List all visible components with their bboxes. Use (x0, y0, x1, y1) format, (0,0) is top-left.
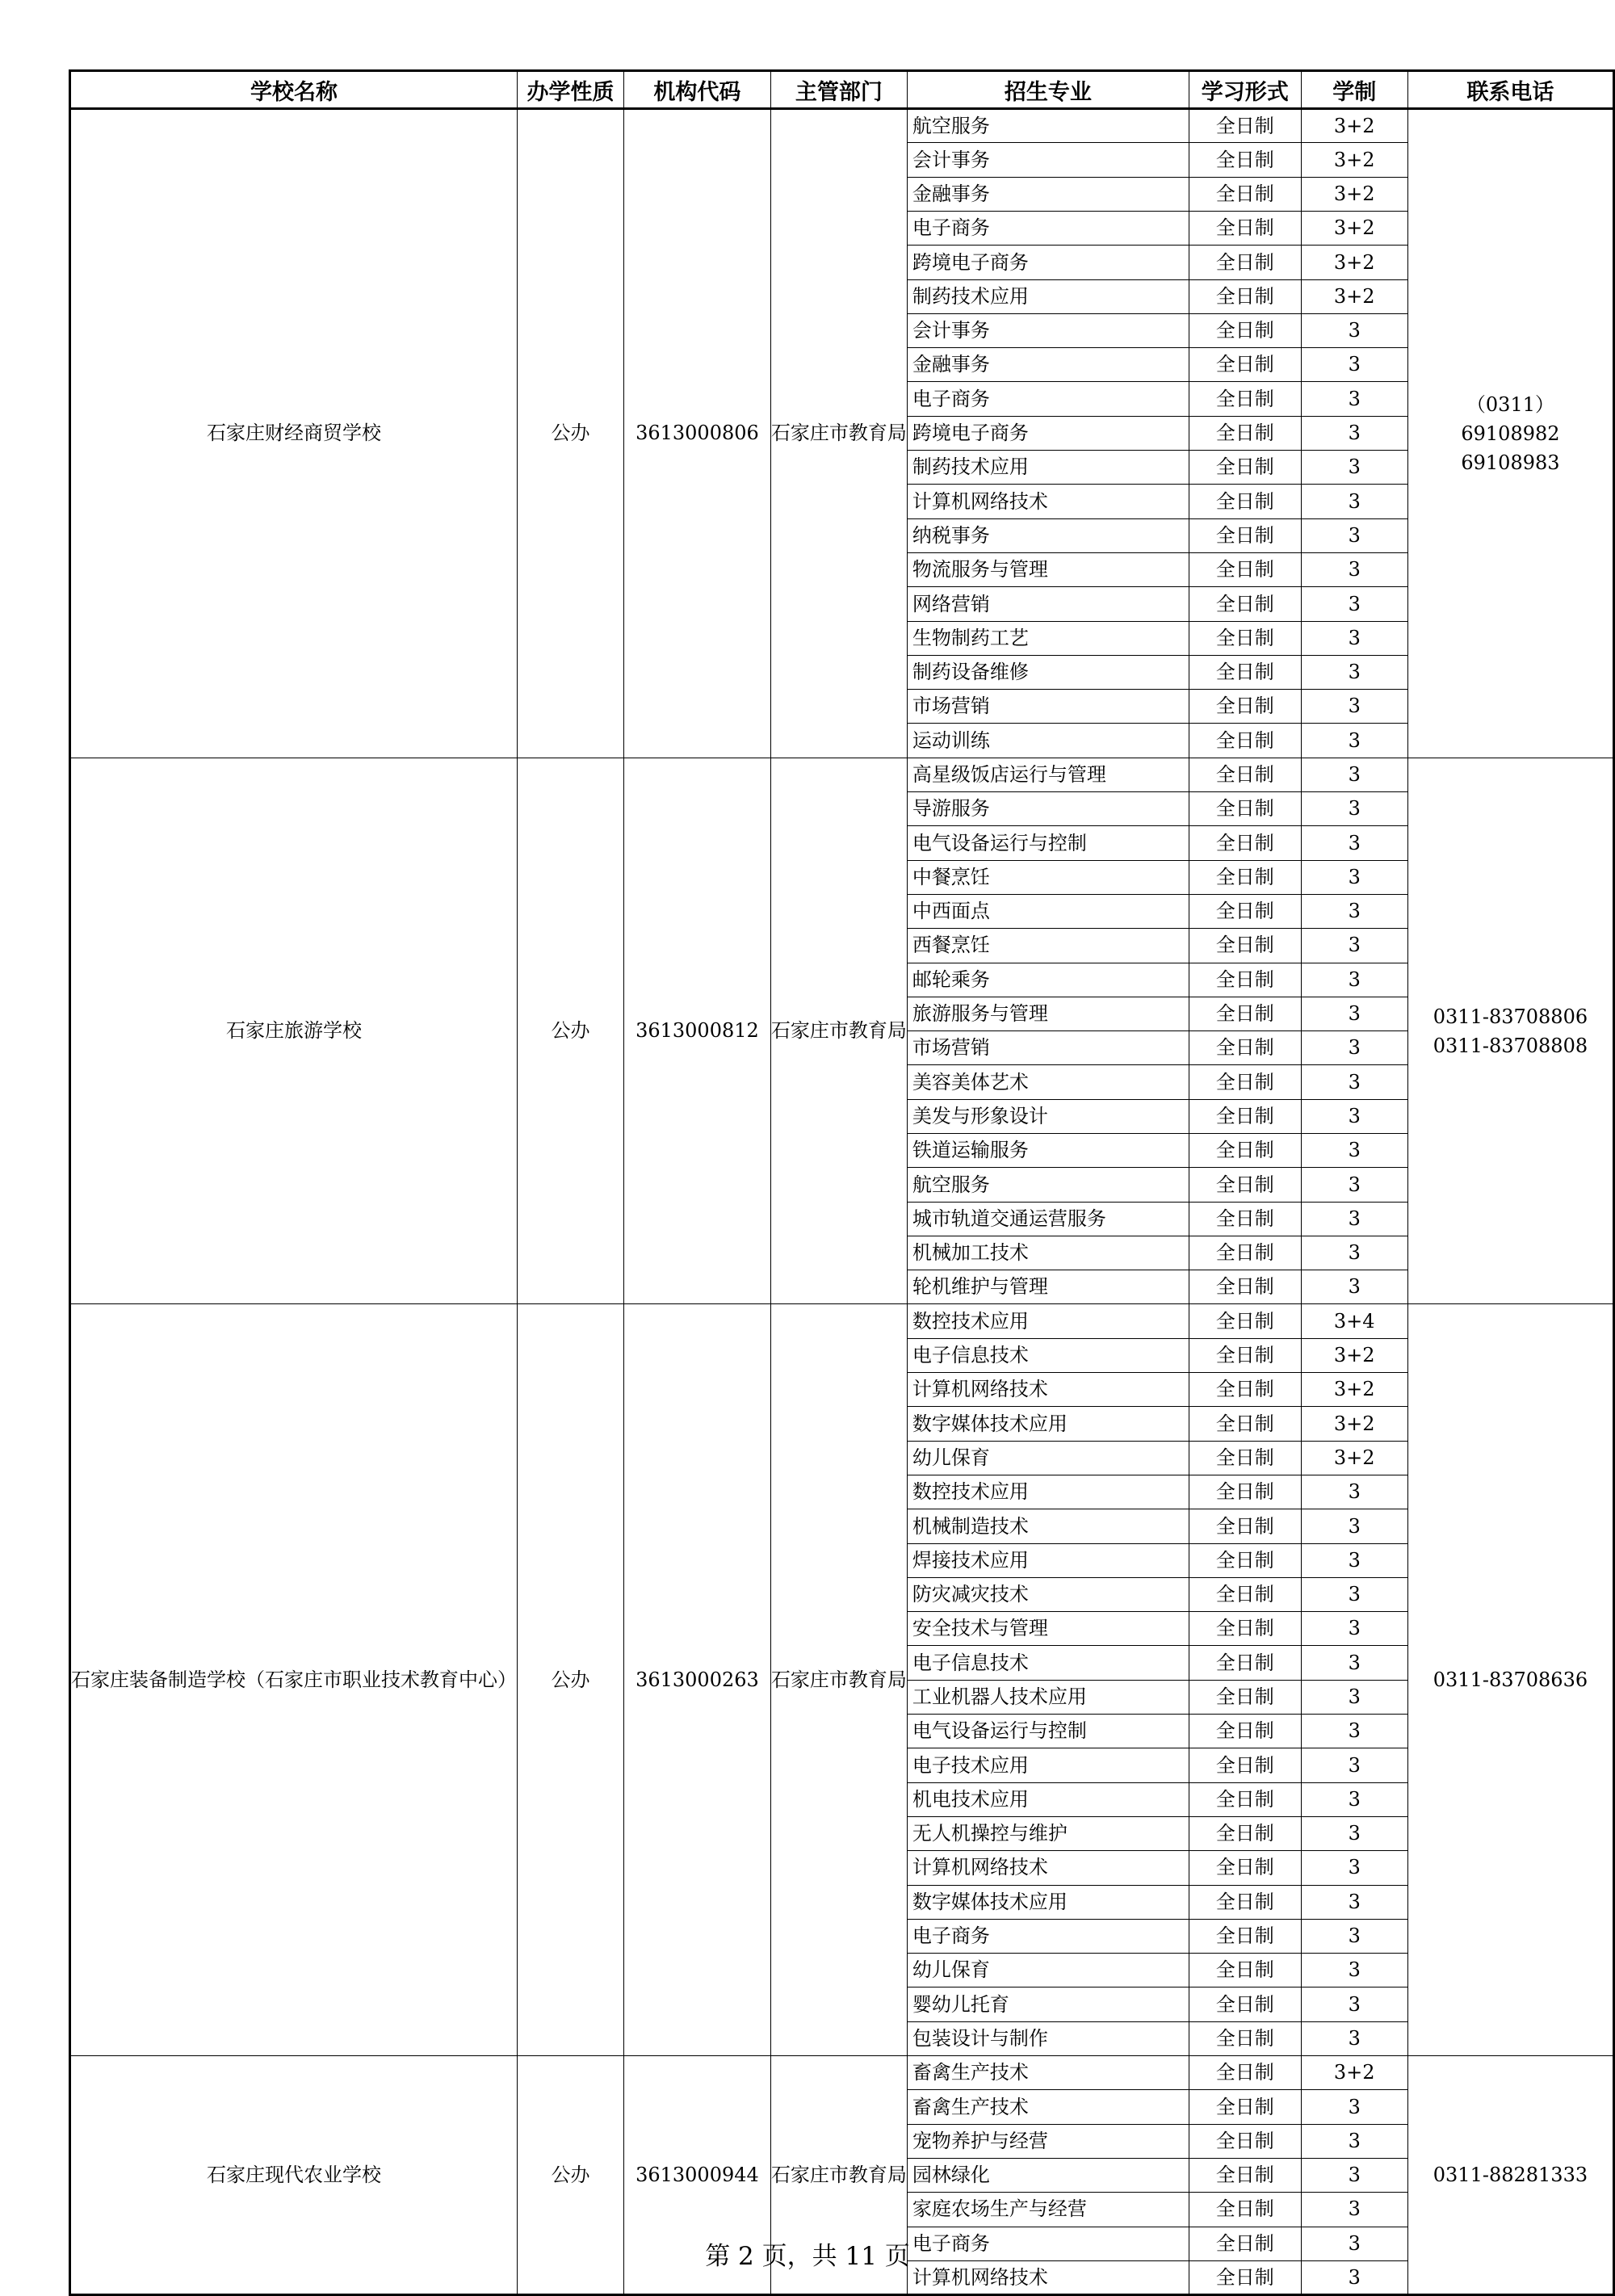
major-name: 制药技术应用 (907, 279, 1189, 313)
study-mode: 全日制 (1189, 382, 1301, 416)
major-name: 电气设备运行与控制 (907, 1715, 1189, 1748)
study-mode: 全日制 (1189, 758, 1301, 791)
study-mode: 全日制 (1189, 1816, 1301, 1850)
institution-code: 3613000263 (623, 1304, 770, 2056)
major-name: 机械加工技术 (907, 1236, 1189, 1270)
major-name: 纳税事务 (907, 518, 1189, 552)
major-name: 西餐烹饪 (907, 929, 1189, 963)
study-mode: 全日制 (1189, 1577, 1301, 1611)
study-duration: 3 (1301, 1270, 1407, 1304)
study-mode: 全日制 (1189, 1475, 1301, 1509)
major-name: 物流服务与管理 (907, 552, 1189, 586)
study-duration: 3+2 (1301, 109, 1407, 143)
study-duration: 3 (1301, 963, 1407, 997)
major-name: 城市轨道交通运营服务 (907, 1202, 1189, 1236)
school-name: 石家庄财经商贸学校 (70, 109, 518, 758)
study-mode: 全日制 (1189, 313, 1301, 347)
study-duration: 3 (1301, 382, 1407, 416)
major-name: 航空服务 (907, 109, 1189, 143)
study-duration: 3 (1301, 690, 1407, 724)
major-name: 中西面点 (907, 894, 1189, 928)
study-duration: 3 (1301, 792, 1407, 826)
table-row (70, 109, 1614, 143)
study-mode: 全日制 (1189, 246, 1301, 279)
major-name: 网络营销 (907, 587, 1189, 621)
study-duration: 3 (1301, 1168, 1407, 1202)
school-nature: 公办 (518, 109, 624, 758)
table-body (70, 109, 1614, 2295)
study-duration: 3+2 (1301, 211, 1407, 245)
study-duration: 3 (1301, 1816, 1407, 1850)
major-name: 数字媒体技术应用 (907, 1407, 1189, 1441)
phone-line: （0311） (1466, 392, 1554, 416)
study-duration: 3 (1301, 552, 1407, 586)
school-name: 石家庄现代农业学校 (70, 2056, 518, 2295)
study-mode: 全日制 (1189, 2158, 1301, 2192)
study-duration: 3 (1301, 1680, 1407, 1714)
header-dept: 主管部门 (770, 71, 907, 109)
study-mode: 全日制 (1189, 1954, 1301, 1987)
study-duration: 3+2 (1301, 246, 1407, 279)
major-name: 电子技术应用 (907, 1748, 1189, 1782)
study-mode: 全日制 (1189, 1168, 1301, 1202)
study-mode: 全日制 (1189, 1782, 1301, 1816)
study-mode: 全日制 (1189, 826, 1301, 860)
study-duration: 3 (1301, 2260, 1407, 2294)
study-duration: 3 (1301, 997, 1407, 1030)
major-name: 工业机器人技术应用 (907, 1680, 1189, 1714)
school-nature: 公办 (518, 758, 624, 1304)
header-row (70, 71, 1614, 109)
study-duration: 3+4 (1301, 1304, 1407, 1338)
study-mode: 全日制 (1189, 211, 1301, 245)
study-duration: 3 (1301, 1885, 1407, 1919)
study-mode: 全日制 (1189, 655, 1301, 689)
study-duration: 3 (1301, 2124, 1407, 2158)
phone-line: 0311-83708808 (1433, 1034, 1588, 1057)
table-row (70, 758, 1614, 791)
study-mode: 全日制 (1189, 1373, 1301, 1407)
study-duration: 3 (1301, 894, 1407, 928)
major-name: 铁道运输服务 (907, 1134, 1189, 1168)
study-mode: 全日制 (1189, 1987, 1301, 2021)
contact-phone (1407, 758, 1613, 1304)
major-name: 跨境电子商务 (907, 416, 1189, 450)
study-mode: 全日制 (1189, 109, 1301, 143)
study-mode: 全日制 (1189, 518, 1301, 552)
study-duration: 3+2 (1301, 279, 1407, 313)
study-mode: 全日制 (1189, 1646, 1301, 1680)
study-duration: 3 (1301, 826, 1407, 860)
header-mode: 学习形式 (1189, 71, 1301, 109)
study-duration: 3 (1301, 2021, 1407, 2055)
header-phone: 联系电话 (1407, 71, 1613, 109)
school-nature: 公办 (518, 1304, 624, 2056)
major-name: 机电技术应用 (907, 1782, 1189, 1816)
major-name: 园林绿化 (907, 2158, 1189, 2192)
major-name: 制药技术应用 (907, 451, 1189, 485)
study-mode: 全日制 (1189, 1134, 1301, 1168)
major-name: 运动训练 (907, 724, 1189, 758)
study-duration: 3 (1301, 621, 1407, 655)
study-duration: 3 (1301, 416, 1407, 450)
study-mode: 全日制 (1189, 143, 1301, 177)
study-duration: 3 (1301, 1134, 1407, 1168)
study-duration: 3+2 (1301, 2056, 1407, 2090)
study-mode: 全日制 (1189, 2227, 1301, 2260)
header-school: 学校名称 (70, 71, 518, 109)
study-mode: 全日制 (1189, 792, 1301, 826)
study-mode: 全日制 (1189, 1441, 1301, 1475)
major-name: 中餐烹饪 (907, 860, 1189, 894)
school-name: 石家庄装备制造学校（石家庄市职业技术教育中心） (70, 1304, 518, 2056)
table-row (70, 2056, 1614, 2090)
study-mode: 全日制 (1189, 1748, 1301, 1782)
study-duration: 3 (1301, 1782, 1407, 1816)
study-duration: 3 (1301, 587, 1407, 621)
study-mode: 全日制 (1189, 177, 1301, 211)
study-duration: 3 (1301, 1065, 1407, 1099)
study-mode: 全日制 (1189, 1680, 1301, 1714)
major-name: 幼儿保育 (907, 1441, 1189, 1475)
study-mode: 全日制 (1189, 2124, 1301, 2158)
major-name: 幼儿保育 (907, 1954, 1189, 1987)
major-name: 旅游服务与管理 (907, 997, 1189, 1030)
study-duration: 3 (1301, 1715, 1407, 1748)
study-mode: 全日制 (1189, 1031, 1301, 1065)
study-mode: 全日制 (1189, 1202, 1301, 1236)
major-name: 电气设备运行与控制 (907, 826, 1189, 860)
major-name: 会计事务 (907, 143, 1189, 177)
major-name: 邮轮乘务 (907, 963, 1189, 997)
major-name: 会计事务 (907, 313, 1189, 347)
phone-line: 69108983 (1461, 451, 1560, 474)
school-name: 石家庄旅游学校 (70, 758, 518, 1304)
major-name: 电子商务 (907, 211, 1189, 245)
study-duration: 3 (1301, 1851, 1407, 1885)
study-mode: 全日制 (1189, 2056, 1301, 2090)
major-name: 美发与形象设计 (907, 1099, 1189, 1133)
header-nature: 办学性质 (518, 71, 624, 109)
study-mode: 全日制 (1189, 552, 1301, 586)
study-duration: 3 (1301, 1612, 1407, 1646)
study-mode: 全日制 (1189, 621, 1301, 655)
study-duration: 3+2 (1301, 143, 1407, 177)
study-duration: 3 (1301, 1987, 1407, 2021)
contact-phone (1407, 1304, 1613, 2056)
study-duration: 3 (1301, 1577, 1407, 1611)
phone-line: 0311-88281333 (1433, 2164, 1588, 2187)
study-duration: 3 (1301, 1475, 1407, 1509)
study-duration: 3 (1301, 1646, 1407, 1680)
major-name: 畜禽生产技术 (907, 2056, 1189, 2090)
study-duration: 3+2 (1301, 1373, 1407, 1407)
study-duration: 3 (1301, 2193, 1407, 2227)
study-mode: 全日制 (1189, 1919, 1301, 1953)
major-name: 数控技术应用 (907, 1304, 1189, 1338)
study-mode: 全日制 (1189, 1851, 1301, 1885)
study-duration: 3+2 (1301, 1338, 1407, 1372)
study-duration: 3 (1301, 724, 1407, 758)
major-name: 生物制药工艺 (907, 621, 1189, 655)
study-duration: 3 (1301, 1954, 1407, 1987)
study-duration: 3 (1301, 313, 1407, 347)
study-mode: 全日制 (1189, 451, 1301, 485)
major-name: 防灾减灾技术 (907, 1577, 1189, 1611)
study-mode: 全日制 (1189, 1509, 1301, 1543)
major-name: 家庭农场生产与经营 (907, 2193, 1189, 2227)
study-mode: 全日制 (1189, 2193, 1301, 2227)
study-duration: 3 (1301, 2227, 1407, 2260)
study-mode: 全日制 (1189, 1885, 1301, 1919)
study-mode: 全日制 (1189, 894, 1301, 928)
study-duration: 3 (1301, 348, 1407, 382)
study-mode: 全日制 (1189, 2090, 1301, 2124)
major-name: 电子信息技术 (907, 1338, 1189, 1372)
enrollment-table (69, 69, 1615, 2296)
study-mode: 全日制 (1189, 1715, 1301, 1748)
major-name: 数控技术应用 (907, 1475, 1189, 1509)
study-duration: 3 (1301, 1031, 1407, 1065)
study-mode: 全日制 (1189, 1612, 1301, 1646)
study-mode: 全日制 (1189, 348, 1301, 382)
study-mode: 全日制 (1189, 724, 1301, 758)
major-name: 美容美体艺术 (907, 1065, 1189, 1099)
study-duration: 3 (1301, 655, 1407, 689)
major-name: 航空服务 (907, 1168, 1189, 1202)
study-mode: 全日制 (1189, 1270, 1301, 1304)
phone-line: 0311-83708806 (1433, 1005, 1588, 1028)
study-duration: 3 (1301, 1919, 1407, 1953)
study-duration: 3 (1301, 929, 1407, 963)
school-nature: 公办 (518, 2056, 624, 2295)
study-mode: 全日制 (1189, 2260, 1301, 2294)
major-name: 畜禽生产技术 (907, 2090, 1189, 2124)
supervising-dept: 石家庄市教育局 (770, 2056, 907, 2295)
study-mode: 全日制 (1189, 1236, 1301, 1270)
major-name: 计算机网络技术 (907, 1373, 1189, 1407)
major-name: 制药设备维修 (907, 655, 1189, 689)
study-duration: 3+2 (1301, 177, 1407, 211)
study-mode: 全日制 (1189, 1065, 1301, 1099)
study-duration: 3 (1301, 1202, 1407, 1236)
major-name: 机械制造技术 (907, 1509, 1189, 1543)
study-duration: 3 (1301, 1236, 1407, 1270)
study-mode: 全日制 (1189, 279, 1301, 313)
header-code: 机构代码 (623, 71, 770, 109)
study-duration: 3 (1301, 518, 1407, 552)
major-name: 无人机操控与维护 (907, 1816, 1189, 1850)
study-mode: 全日制 (1189, 860, 1301, 894)
study-duration: 3 (1301, 485, 1407, 518)
supervising-dept: 石家庄市教育局 (770, 109, 907, 758)
major-name: 宠物养护与经营 (907, 2124, 1189, 2158)
study-duration: 3 (1301, 2090, 1407, 2124)
study-duration: 3 (1301, 860, 1407, 894)
study-mode: 全日制 (1189, 1099, 1301, 1133)
study-duration: 3 (1301, 1748, 1407, 1782)
major-name: 电子信息技术 (907, 1646, 1189, 1680)
contact-phone (1407, 109, 1613, 758)
major-name: 包装设计与制作 (907, 2021, 1189, 2055)
study-duration: 3 (1301, 1509, 1407, 1543)
institution-code: 3613000812 (623, 758, 770, 1304)
study-mode: 全日制 (1189, 1338, 1301, 1372)
major-name: 数字媒体技术应用 (907, 1885, 1189, 1919)
header-duration: 学制 (1301, 71, 1407, 109)
major-name: 安全技术与管理 (907, 1612, 1189, 1646)
phone-line: 0311-83708636 (1433, 1668, 1588, 1692)
institution-code: 3613000806 (623, 109, 770, 758)
study-mode: 全日制 (1189, 1543, 1301, 1577)
study-mode: 全日制 (1189, 587, 1301, 621)
study-mode: 全日制 (1189, 997, 1301, 1030)
major-name: 金融事务 (907, 177, 1189, 211)
header-major: 招生专业 (907, 71, 1189, 109)
study-duration: 3+2 (1301, 1407, 1407, 1441)
study-mode: 全日制 (1189, 929, 1301, 963)
major-name: 市场营销 (907, 1031, 1189, 1065)
study-mode: 全日制 (1189, 1304, 1301, 1338)
major-name: 计算机网络技术 (907, 2260, 1189, 2294)
major-name: 焊接技术应用 (907, 1543, 1189, 1577)
major-name: 跨境电子商务 (907, 246, 1189, 279)
major-name: 电子商务 (907, 2227, 1189, 2260)
page-footer: 第 2 页，共 11 页 (705, 2242, 910, 2271)
supervising-dept: 石家庄市教育局 (770, 758, 907, 1304)
major-name: 高星级饭店运行与管理 (907, 758, 1189, 791)
study-mode: 全日制 (1189, 416, 1301, 450)
table-row (70, 1304, 1614, 1338)
major-name: 电子商务 (907, 382, 1189, 416)
study-mode: 全日制 (1189, 2021, 1301, 2055)
study-mode: 全日制 (1189, 485, 1301, 518)
major-name: 婴幼儿托育 (907, 1987, 1189, 2021)
study-mode: 全日制 (1189, 690, 1301, 724)
study-duration: 3 (1301, 1099, 1407, 1133)
study-mode: 全日制 (1189, 1407, 1301, 1441)
study-duration: 3+2 (1301, 1441, 1407, 1475)
major-name: 计算机网络技术 (907, 485, 1189, 518)
study-mode: 全日制 (1189, 963, 1301, 997)
study-duration: 3 (1301, 758, 1407, 791)
study-duration: 3 (1301, 1543, 1407, 1577)
major-name: 计算机网络技术 (907, 1851, 1189, 1885)
study-duration: 3 (1301, 451, 1407, 485)
major-name: 轮机维护与管理 (907, 1270, 1189, 1304)
major-name: 市场营销 (907, 690, 1189, 724)
major-name: 导游服务 (907, 792, 1189, 826)
supervising-dept: 石家庄市教育局 (770, 1304, 907, 2056)
major-name: 电子商务 (907, 1919, 1189, 1953)
institution-code: 3613000944 (623, 2056, 770, 2295)
major-name: 金融事务 (907, 348, 1189, 382)
phone-line: 69108982 (1461, 422, 1560, 445)
study-duration: 3 (1301, 2158, 1407, 2192)
